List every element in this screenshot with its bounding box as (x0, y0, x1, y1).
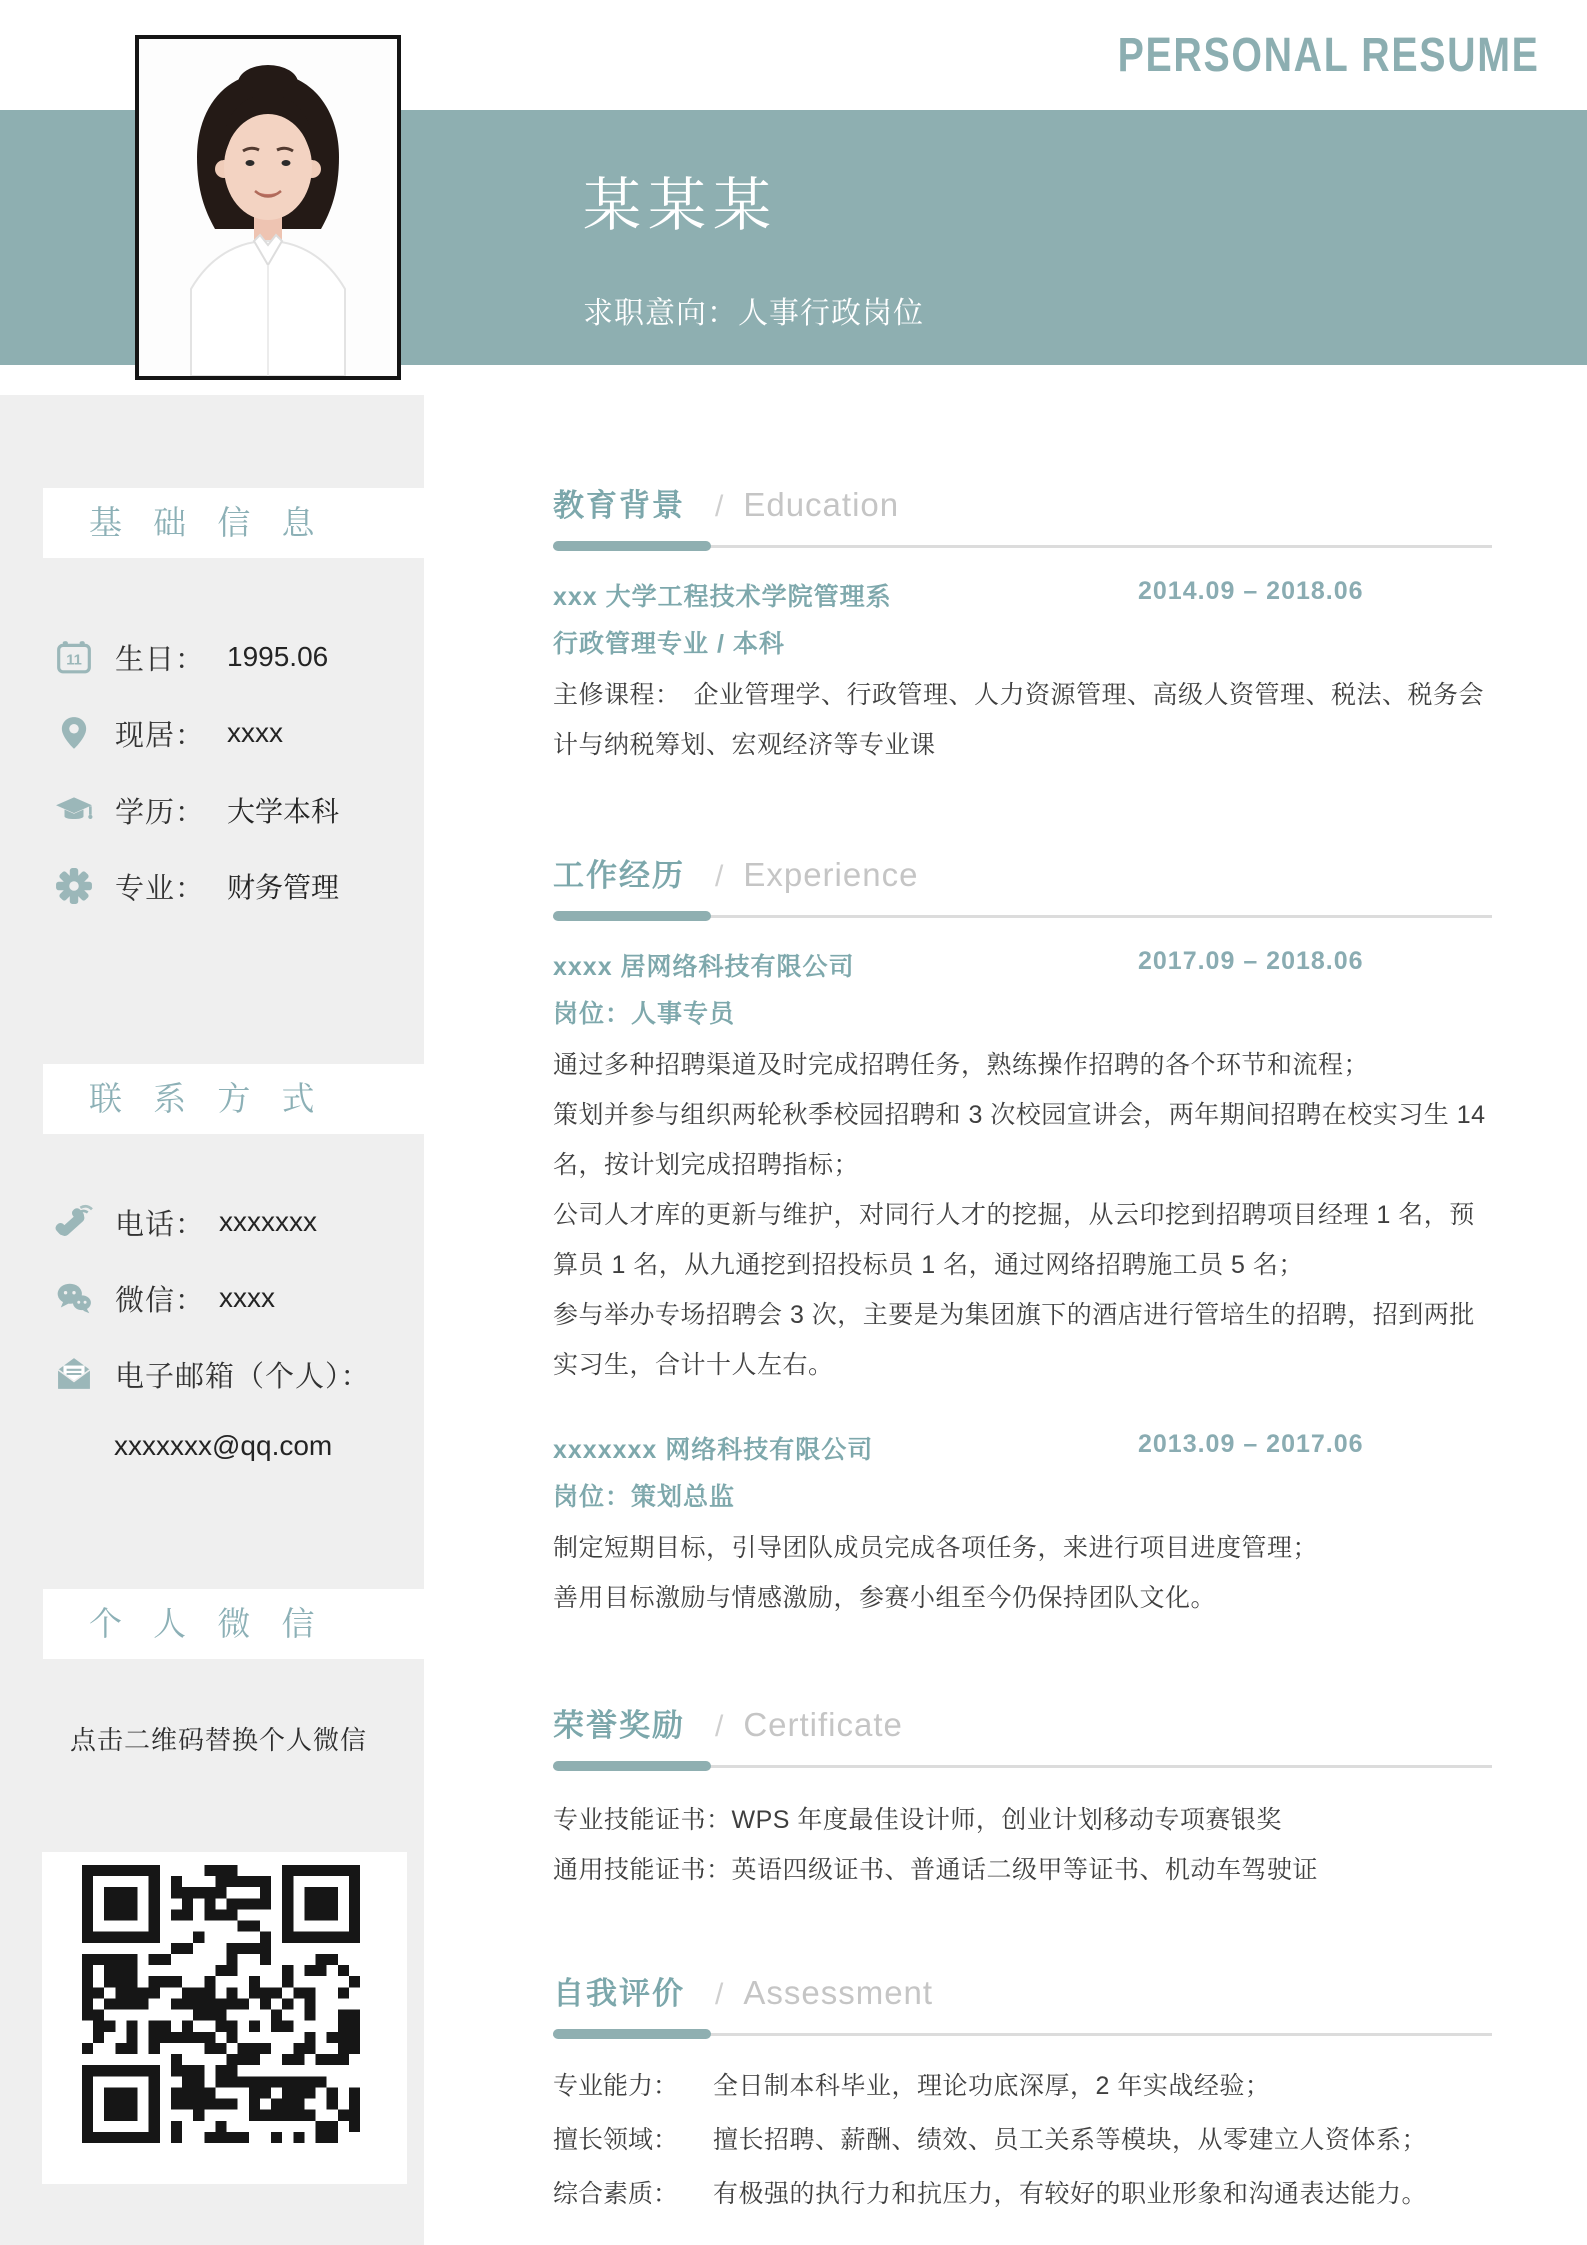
basic-info-row-education (55, 788, 414, 832)
job-objective: 求职意向：人事行政岗位 (583, 297, 924, 330)
basic-info-value: 1995.06 (227, 641, 329, 672)
education-entry-header (553, 577, 1492, 611)
assessment-row (553, 2113, 1492, 2167)
section-title-slash: / (715, 860, 724, 893)
job-detail-item: 制定短期目标，引导团队成员完成各项任务，来进行项目进度管理； (553, 1534, 1319, 1562)
section-divider (553, 911, 1492, 921)
job-entry (553, 1430, 1492, 1623)
job-detail-item: 公司人才库的更新与维护，对同行人才的挖掘，从云印挖到招聘项目经理 1 名，预算员 1 名，从九通挖到招投标员 1 名，通过网络招聘施工员 5 名； (553, 1201, 1475, 1279)
assessment-text: 全日制本科毕业，理论功底深厚，2 年实战经验； (713, 2072, 1271, 2100)
candidate-name: 某某某 (583, 173, 779, 238)
contact-label: 微信： (115, 1284, 206, 1317)
contact-email-value: xxxxxxx@qq.com (114, 1430, 333, 1461)
assessment-label: 综合素质： (553, 2180, 679, 2208)
section-experience (553, 850, 1492, 1623)
section-title-zh: 自我评价 (553, 1976, 685, 2011)
section-divider (553, 1761, 1492, 1771)
certificate-item: 专业技能证书：WPS 年度最佳设计师，创业计划移动专项赛银奖 (553, 1806, 1282, 1834)
section-header (553, 480, 1492, 525)
contact-label: 电话： (115, 1208, 206, 1241)
section-title-en: Education (743, 486, 900, 523)
section-assessment (553, 1968, 1492, 2221)
section-certificate (553, 1700, 1492, 1895)
profile-photo[interactable] (135, 35, 401, 380)
job-position: 岗位：人事专员 (553, 1000, 736, 1028)
assessment-text: 擅长招聘、薪酬、绩效、员工关系等模块，从零建立人资体系； (713, 2126, 1428, 2154)
phone-icon (55, 1203, 93, 1241)
assessment-row (553, 2059, 1492, 2113)
basic-info-label: 生日： (115, 643, 206, 676)
section-title-slash: / (715, 490, 724, 523)
section-title-slash: / (715, 1710, 724, 1743)
basic-info-row-major (55, 864, 414, 908)
gear-icon (55, 867, 93, 905)
qr-code-image (82, 1865, 360, 2143)
portrait-illustration (139, 39, 397, 376)
section-title-en: Certificate (743, 1706, 903, 1743)
qr-hint-text: 点击二维码替换个人微信 (70, 1725, 368, 1755)
basic-info-row-residence (55, 711, 414, 755)
contact-row-email (55, 1352, 414, 1396)
sidebar-title-contact: 联 系 方 式 (43, 1064, 424, 1134)
basic-info-label: 学历： (115, 796, 206, 829)
job-details (553, 1040, 1492, 1390)
company-name: xxxx 居网络科技有限公司 (553, 953, 855, 981)
job-entry-header (553, 1430, 1492, 1464)
basic-info-value: 大学本科 (227, 796, 340, 827)
school-name: xxx 大学工程技术学院管理系 (553, 583, 892, 611)
section-header (553, 1968, 1492, 2013)
contact-label: 电子邮箱（个人）： (115, 1360, 371, 1393)
wechat-qr-code[interactable] (42, 1852, 407, 2184)
section-divider (553, 541, 1492, 551)
section-title-en: Assessment (743, 1974, 934, 2011)
calendar-icon (55, 638, 93, 676)
contact-row-wechat (55, 1276, 414, 1320)
section-title-zh: 教育背景 (553, 488, 685, 523)
section-header (553, 1700, 1492, 1745)
assessment-label: 专业能力： (553, 2072, 679, 2100)
section-education (553, 480, 1492, 770)
job-entry-header (553, 947, 1492, 981)
svg-text:11: 11 (66, 652, 82, 669)
sidebar (0, 395, 424, 2245)
section-title-zh: 工作经历 (553, 858, 685, 893)
page-title: PERSONAL RESUME (1118, 29, 1540, 82)
basic-info-value: 财务管理 (227, 872, 340, 903)
job-detail-item: 善用目标激励与情感激励，参赛小组至今仍保持团队文化。 (553, 1584, 1217, 1612)
education-period: 2014.09 – 2018.06 (1138, 577, 1364, 605)
job-detail-item: 策划并参与组织两轮秋季校园招聘和 3 次校园宣讲会，两年期间招聘在校实习生 14 名，按计划完成招聘指标； (553, 1101, 1486, 1179)
section-title-slash: / (715, 1978, 724, 2011)
education-major: 行政管理专业 / 本科 (553, 630, 785, 658)
job-detail-item: 通过多种招聘渠道及时完成招聘任务，熟练操作招聘的各个环节和流程； (553, 1051, 1370, 1079)
section-title-zh: 荣誉奖励 (553, 1708, 685, 1743)
contact-row-phone (55, 1200, 414, 1244)
job-details (553, 1523, 1492, 1623)
basic-info-row-birthday (55, 635, 414, 679)
assessment-label: 擅长领域： (553, 2126, 679, 2154)
job-detail-item: 参与举办专场招聘会 3 次，主要是为集团旗下的酒店进行管培生的招聘，招到两批实习生，合计十人左右。 (553, 1301, 1475, 1379)
contact-value: xxxx (219, 1282, 276, 1313)
basic-info-label: 现居： (115, 719, 206, 752)
basic-info-value: xxxx (227, 717, 284, 748)
section-title-en: Experience (743, 856, 919, 893)
job-entry (553, 947, 1492, 1390)
job-position: 岗位：策划总监 (553, 1483, 736, 1511)
section-header (553, 850, 1492, 895)
location-icon (55, 714, 93, 752)
email-icon (55, 1355, 93, 1393)
job-period: 2017.09 – 2018.06 (1138, 947, 1364, 975)
company-name: xxxxxxx 网络科技有限公司 (553, 1436, 874, 1464)
sidebar-title-basic-info: 基 础 信 息 (43, 488, 424, 558)
assessment-text: 有极强的执行力和抗压力，有较好的职业形象和沟通表达能力。 (713, 2180, 1428, 2208)
contact-value: xxxxxxx (219, 1206, 318, 1237)
education-courses: 主修课程： 企业管理学、行政管理、人力资源管理、高级人资管理、税法、税务会计与纳税筹划、宏观经济等专业课 (553, 681, 1485, 759)
sidebar-title-wechat-qr: 个 人 微 信 (43, 1589, 424, 1659)
assessment-rows (553, 2059, 1492, 2221)
section-divider (553, 2029, 1492, 2039)
graduation-cap-icon (55, 791, 93, 829)
certificate-item: 通用技能证书：英语四级证书、普通话二级甲等证书、机动车驾驶证 (553, 1856, 1319, 1884)
certificate-lines (553, 1795, 1492, 1895)
basic-info-label: 专业： (115, 872, 206, 905)
assessment-row (553, 2167, 1492, 2221)
job-period: 2013.09 – 2017.06 (1138, 1430, 1364, 1458)
wechat-icon (55, 1279, 93, 1317)
